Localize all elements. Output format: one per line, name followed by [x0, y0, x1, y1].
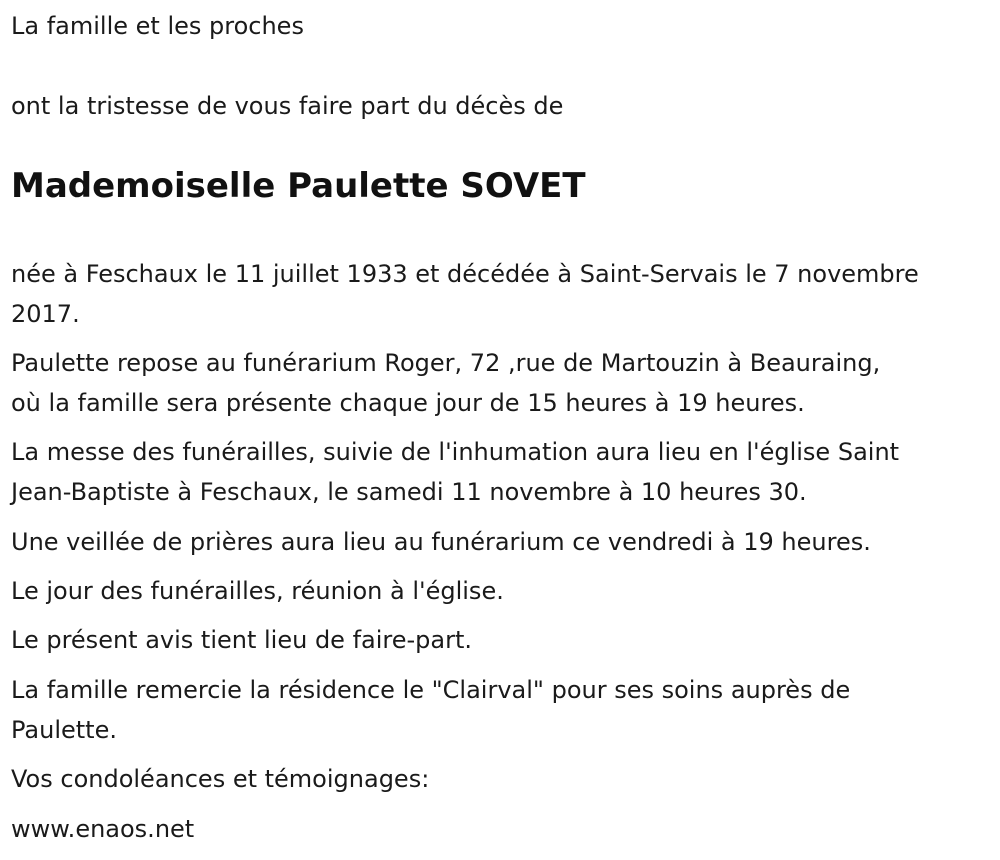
repose-line-1: Paulette repose au funérarium Roger, 72 ,rue de Martouzin à Beauraing,: [11, 349, 881, 377]
website-line: [11, 809, 991, 849]
meeting-paragraph: Le jour des funérailles, réunion à l'église.: [11, 577, 504, 605]
notice-paragraph: Le présent avis tient lieu de faire-part.: [11, 626, 473, 654]
deceased-name: Mademoiselle Paulette SOVET: [11, 166, 586, 206]
intro-line-announcement: ont la tristesse de vous faire part du décès de: [11, 92, 564, 120]
condolences-label: Vos condoléances et témoignages:: [11, 765, 430, 793]
birth-death-paragraph: née à Feschaux le 11 juillet 1933 et décédée à Saint-Servais le 7 novembre 2017.: [11, 260, 919, 328]
thanks-paragraph: [11, 670, 991, 750]
website-link[interactable]: www.enaos.net: [11, 815, 195, 843]
repose-line-2: où la famille sera présente chaque jour de 15 heures à 19 heures.: [11, 389, 805, 417]
funeral-mass-paragraph: [11, 432, 991, 512]
mass-line-2: Jean-Baptiste à Feschaux, le samedi 11 novembre à 10 heures 30.: [11, 478, 807, 506]
thanks-line-2: Paulette.: [11, 716, 117, 744]
thanks-line-1: La famille remercie la résidence le "Clairval" pour ses soins auprès de: [11, 676, 851, 704]
vigil-paragraph: Une veillée de prières aura lieu au funérarium ce vendredi à 19 heures.: [11, 528, 871, 556]
intro-line-family: La famille et les proches: [11, 12, 304, 40]
repose-paragraph: [11, 343, 991, 423]
mass-line-1: La messe des funérailles, suivie de l'inhumation aura lieu en l'église Saint: [11, 438, 900, 466]
